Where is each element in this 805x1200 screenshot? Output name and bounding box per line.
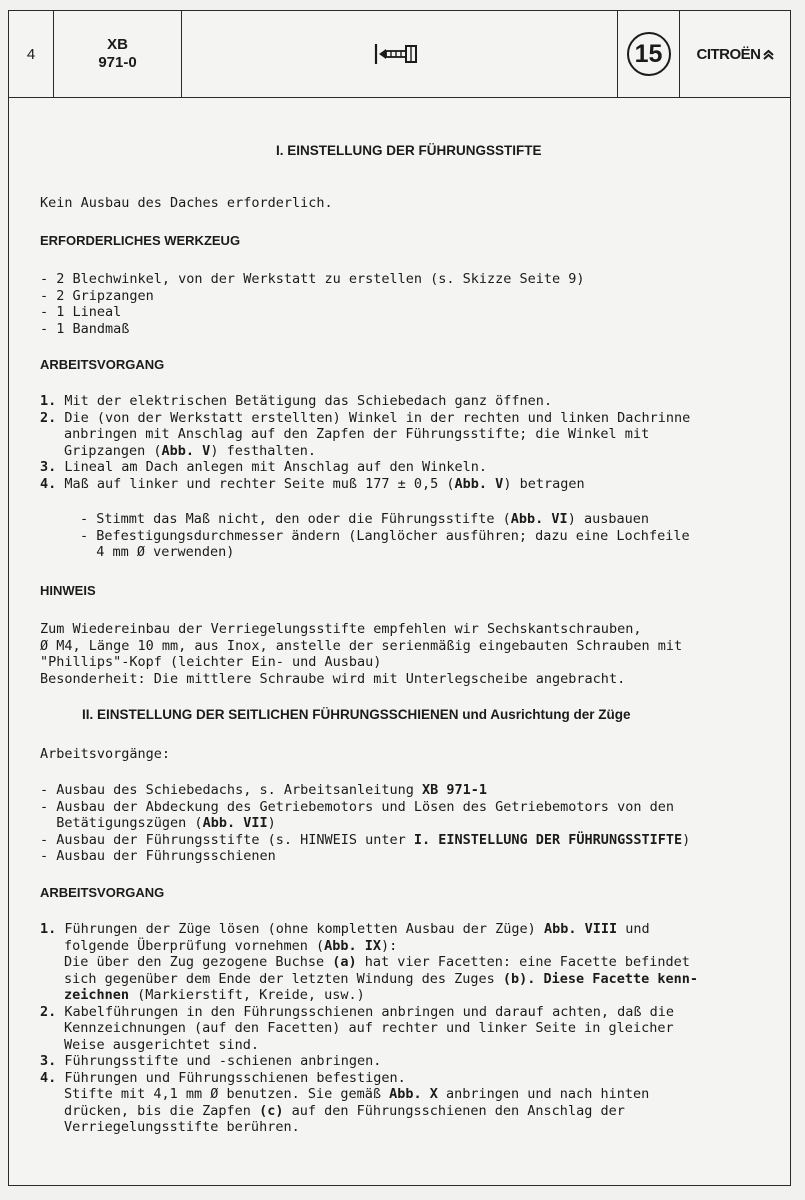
brand-name: CITROËN [696,45,761,63]
step-text: Führungen und Führungsschienen befestigen. [64,1069,406,1086]
step-number: 3. [40,1053,57,1069]
operation-item [40,832,690,849]
step-number: 4. [40,1069,57,1086]
page-number: 4 [9,11,54,97]
tools-heading: ERFORDERLICHES WERKZEUG [40,233,241,248]
step-3 [40,1053,381,1070]
tool-item: - 1 Lineal [40,304,122,320]
text: - Stimmt das Maß nicht, den oder die Führungsstifte ( [80,511,511,527]
step-number: 3. [40,459,57,475]
text: ): [381,937,398,954]
note-line: Zum Wiedereinbau der Verriegelungsstifte empfehlen wir Sechskantschrauben, [40,621,642,637]
step-text: Die (von der Werkstatt erstellten) Winkel in der rechten und linken Dachrinne [64,409,691,426]
step-2-line2: anbringen mit Anschlag auf den Zapfen der Führungsstifte; die Winkel mit [64,426,650,442]
chapter-cell [618,11,680,97]
text: und [617,921,650,937]
model-line2: 971-0 [98,54,137,71]
text: Betätigungszügen ( [40,815,203,831]
step-2-line3: Weise ausgerichtet sind. [64,1036,260,1053]
step-2 [40,410,690,427]
note-heading: HINWEIS [40,583,96,598]
text: ) [267,815,276,831]
sub-item-line2: 4 mm Ø verwenden) [80,544,235,560]
text: anbringen und nach hinten [437,1086,650,1102]
operation-item: - Ausbau der Abdeckung des Getriebemotors und Lösen des Getriebemotors von den [40,798,674,815]
figure-ref: Abb. V [161,442,211,459]
manual-page [8,10,791,1186]
step-text: Mit der elektrischen Betätigung das Schiebedach ganz öffnen. [64,393,553,409]
section1-intro: Kein Ausbau des Daches erforderlich. [40,195,333,211]
step-1-line4 [64,971,698,988]
figure-ref: Abb. V [454,475,504,492]
step-1 [40,921,650,938]
step-4 [40,1070,406,1087]
step-1-line2 [64,938,397,955]
tool-item: - 1 Bandmaß [40,320,130,337]
text: ) ausbauen [567,511,649,527]
sub-item [80,511,649,528]
page-header [9,11,790,98]
figure-ref: Abb. VIII [543,921,618,937]
step-text: Kabelführungen in den Führungsschienen anbringen und darauf achten, daß die [64,1003,674,1020]
emphasis: zeichnen [64,987,130,1003]
step-2-line2: Kennzeichnungen (auf den Facetten) auf rechter und linker Seite in gleicher [64,1020,674,1036]
figure-ref: Abb. X [389,1086,438,1102]
step-4 [40,476,585,493]
tool-item: - 2 Blechwinkel, von der Werkstatt zu erstellen (s. Skizze Seite 9) [40,271,585,287]
step-4-line4: Verriegelungsstifte berühren. [64,1119,300,1135]
step-text: Führungsstifte und -schienen anbringen. [64,1053,382,1069]
brand-logo [680,11,790,97]
figure-ref: Abb. IX [324,937,381,954]
text: auf den Führungsschienen den Anschlag der [283,1102,625,1119]
model-code [54,11,182,97]
section2-intro: Arbeitsvorgänge: [40,746,171,762]
sub-item: - Befestigungsdurchmesser ändern (Langlöcher ausführen; dazu eine Lochfeile [80,527,690,544]
chapter-number: 15 [627,32,671,76]
text: Die über den Zug gezogene Buchse [64,954,333,970]
step-number: 1. [40,921,57,937]
double-chevron-icon [763,49,774,60]
text: sich gegenüber dem Ende der letzten Windung des Zuges [64,970,503,987]
tool-icon-cell [182,11,618,97]
model-line1: XB [107,36,128,53]
step-1-line3 [64,954,690,971]
text: drücken, bis die Zapfen [64,1102,260,1119]
step-1 [40,393,552,410]
operation-item [40,782,487,799]
doc-ref: XB 971-1 [422,782,488,798]
text: hat vier Facetten: eine Facette befindet [356,954,690,970]
note-line: Besonderheit: Die mittlere Schraube wird mit Unterlegscheibe angebracht. [40,670,626,687]
emphasis: (b). Diese Facette kenn- [502,970,698,987]
note-line: Ø M4, Länge 10 mm, aus Inox, anstelle der serienmäßig eingebauten Schrauben mit [40,637,683,654]
step-2 [40,1004,674,1021]
step-number: 2. [40,1003,57,1020]
figure-ref: Abb. VI [510,511,568,527]
section2-title: II. EINSTELLUNG DER SEITLICHEN FÜHRUNGSSCHIENEN und Ausrichtung der Züge [82,707,631,722]
text: - Ausbau des Schiebedachs, s. Arbeitsanleitung [40,782,423,798]
step-2-line3 [64,443,316,460]
step-number: 1. [40,393,57,409]
label-ref: (c) [259,1102,284,1119]
step-3 [40,459,487,476]
operation-item: - Ausbau der Führungsschienen [40,848,276,864]
text: Stifte mit 4,1 mm Ø benutzen. Sie gemäß [64,1086,390,1102]
step-text: Lineal am Dach anlegen mit Anschlag auf den Winkeln. [64,459,488,475]
step-1-line5 [64,987,365,1004]
step-4-line3 [64,1103,625,1120]
operation-item-line2 [40,815,276,832]
text: ) [682,831,691,848]
procedure-heading: ARBEITSVORGANG [40,885,165,900]
section1-title: I. EINSTELLUNG DER FÜHRUNGSSTIFTE [276,143,542,158]
text: Gripzangen ( [64,442,162,459]
section-ref: I. EINSTELLUNG DER FÜHRUNGSSTIFTE [413,831,683,848]
text: ) betragen [503,475,585,492]
step-4-line2 [64,1086,649,1103]
label-ref: (a) [332,954,357,970]
note-line: "Phillips"-Kopf (leichter Ein- und Ausbau) [40,654,382,670]
tool-item: - 2 Gripzangen [40,287,154,304]
step-number: 2. [40,409,57,426]
text: ) festhalten. [210,442,316,459]
text: Maß auf linker und rechter Seite muß 177 ± 0,5 ( [64,475,455,492]
figure-ref: Abb. VII [202,815,268,831]
text: - Ausbau der Führungsstifte (s. HINWEIS unter [40,831,414,848]
step-number: 4. [40,475,57,492]
bolt-icon [370,42,430,66]
procedure-heading: ARBEITSVORGANG [40,357,165,372]
text: Führungen der Züge lösen (ohne kompletten Ausbau der Züge) [64,921,544,937]
text: folgende Überprüfung vornehmen ( [64,937,325,954]
text: (Markierstift, Kreide, usw.) [129,987,365,1003]
